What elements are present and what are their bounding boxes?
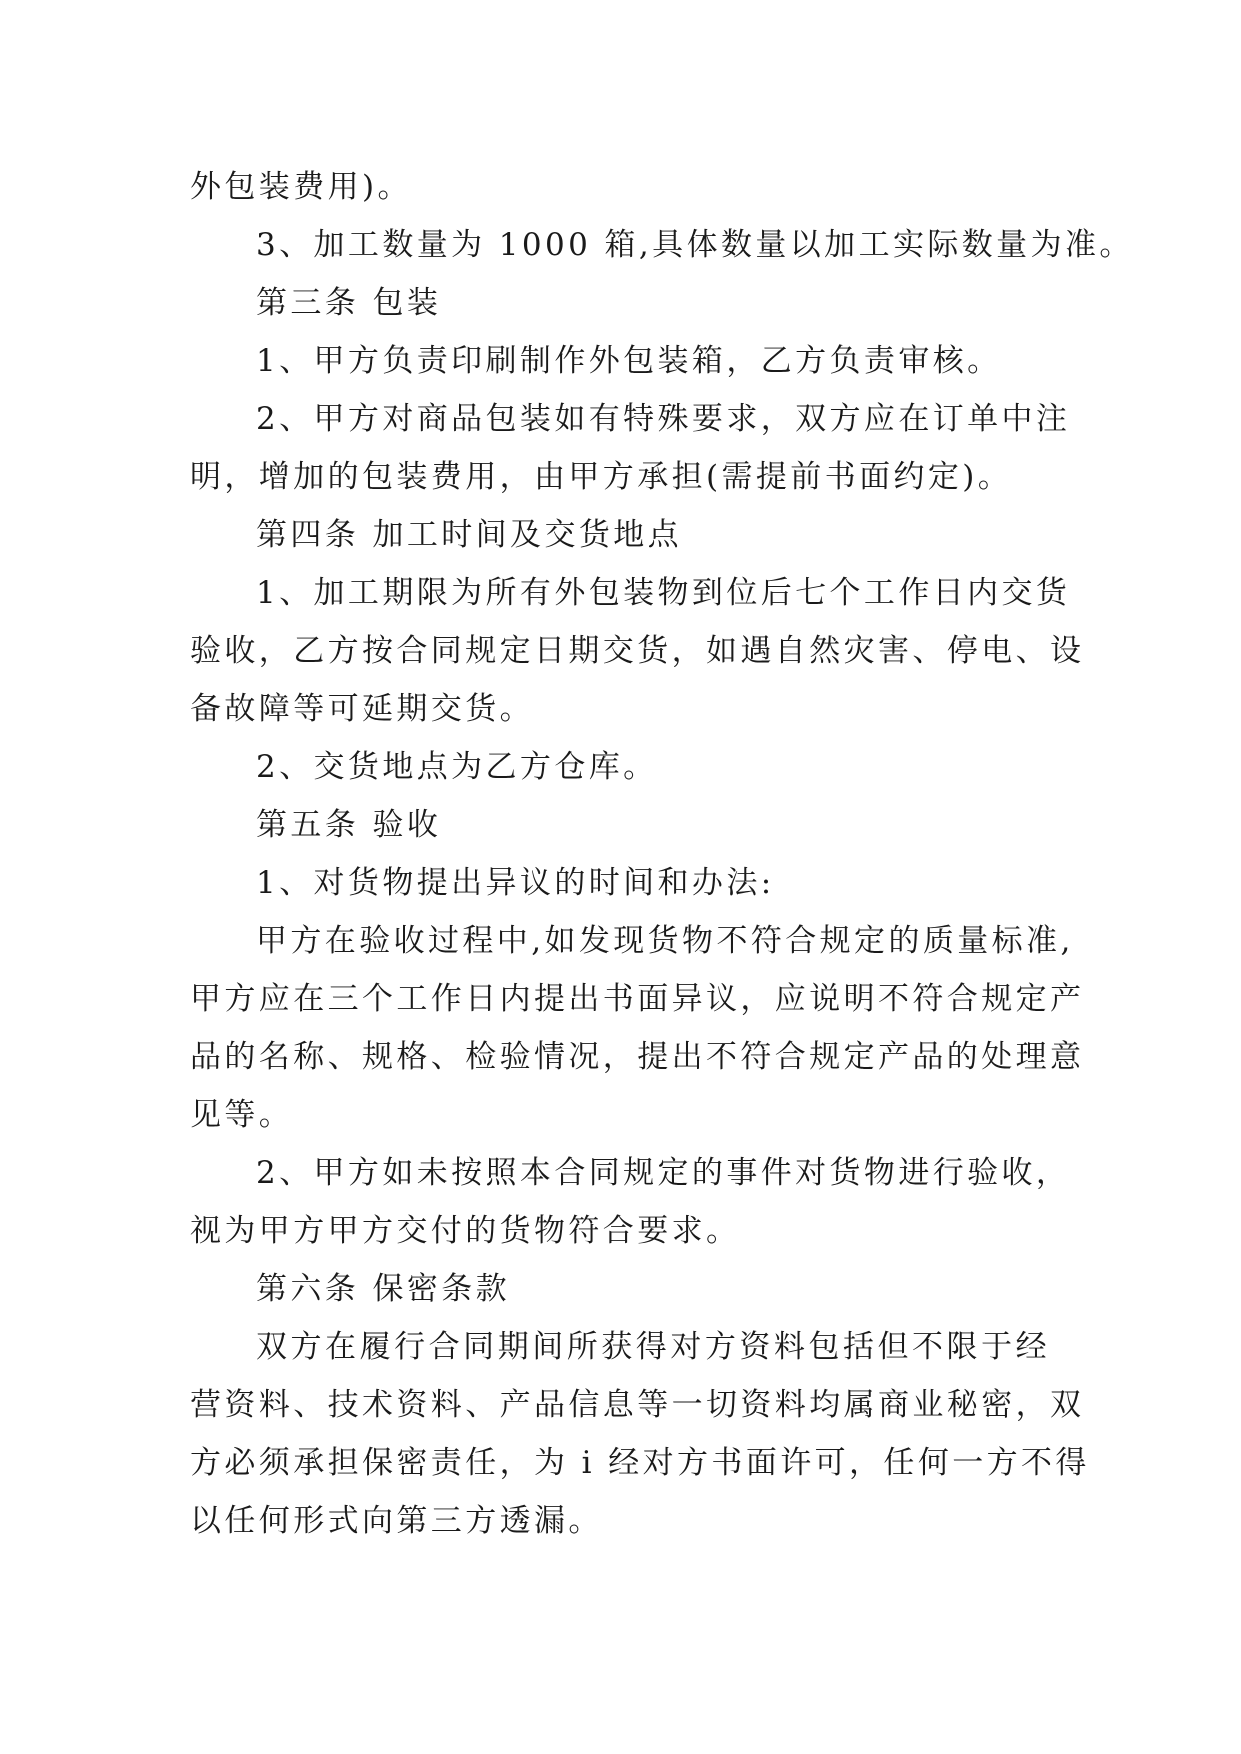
text-line: 外包装费用)。 [190,169,412,205]
section-heading: 第五条 验收 [256,807,442,843]
text-line: 1、加工期限为所有外包装物到位后七个工作日内交货 [256,575,1071,611]
document-body [190,158,1134,1550]
text-line: 方必须承担保密责任，为 i 经对方书面许可，任何一方不得 [190,1445,1090,1481]
section-heading: 第四条 加工时间及交货地点 [256,517,683,553]
text-line: 备故障等可延期交货。 [190,691,534,727]
text-line: 明，增加的包装费用，由甲方承担(需提前书面约定)。 [190,459,1013,495]
text-line: 营资料、技术资料、产品信息等一切资料均属商业秘密，双 [190,1387,1085,1423]
text-line: 甲方在验收过程中,如发现货物不符合规定的质量标准, [256,923,1074,959]
text-line: 品的名称、规格、检验情况，提出不符合规定产品的处理意 [190,1039,1085,1075]
section-heading: 第六条 保密条款 [256,1271,511,1307]
text-line: 双方在履行合同期间所获得对方资料包括但不限于经 [256,1329,1050,1365]
text-line: 1、对货物提出异议的时间和办法: [256,865,775,901]
text-line: 2、甲方对商品包装如有特殊要求，双方应在订单中注 [256,401,1071,437]
text-line: 甲方应在三个工作日内提出书面异议，应说明不符合规定产 [190,981,1085,1017]
text-line: 1、甲方负责印刷制作外包装箱，乙方负责审核。 [256,343,1002,379]
text-line: 验收，乙方按合同规定日期交货，如遇自然灾害、停电、设 [190,633,1085,669]
text-line: 2、交货地点为乙方仓库。 [256,749,658,785]
section-heading: 第三条 包装 [256,285,442,321]
text-line: 以任何形式向第三方透漏。 [190,1503,603,1539]
text-line: 3、加工数量为 1000 箱,具体数量以加工实际数量为准。 [256,227,1134,263]
text-line: 视为甲方甲方交付的货物符合要求。 [190,1213,741,1249]
text-line: 2、甲方如未按照本合同规定的事件对货物进行验收， [256,1155,1071,1191]
text-line: 见等。 [190,1097,294,1133]
